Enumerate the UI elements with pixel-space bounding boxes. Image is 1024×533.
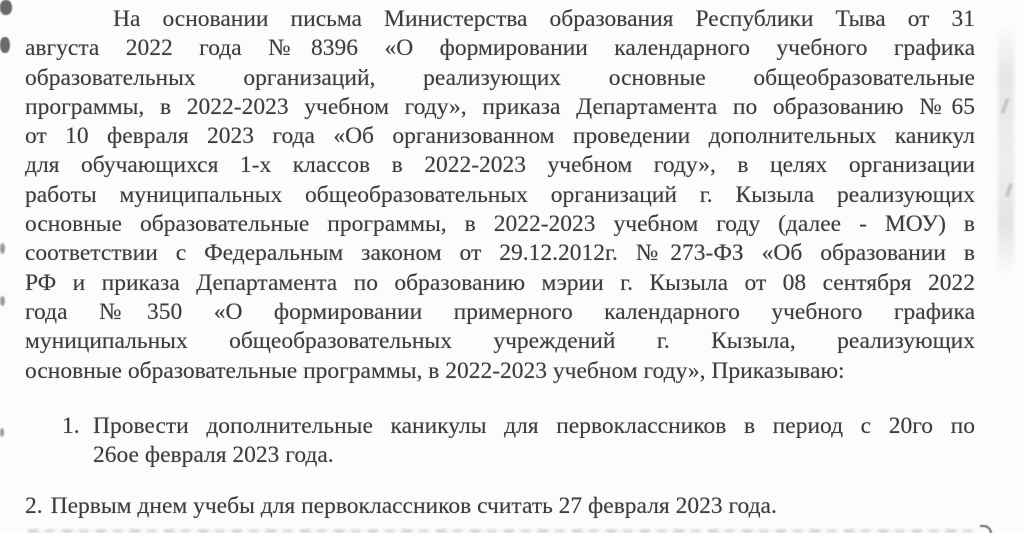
scan-artifact — [998, 25, 1014, 275]
preamble-line: РФ и приказа Департамента по образованию мэрии г. Кызыла от 08 сентября 2022 — [25, 269, 975, 296]
preamble-line: На основании письма Министерства образования Республики Тыва от 31 — [113, 6, 975, 32]
list-item-2-text: Первым днем учебы для первоклассников считать 27 февраля 2023 года. — [50, 493, 777, 520]
preamble-line: соответствии с Федеральным законом от 29.12.2012г. №273-ФЗ «Об образовании в — [25, 240, 975, 267]
scan-artifact — [1000, 98, 1009, 114]
list-item-1-text — [93, 412, 975, 471]
cutoff-text-mark — [980, 525, 992, 533]
scan-artifact — [1005, 183, 1014, 198]
cutoff-text-line — [28, 529, 978, 533]
preamble-line: года №350 «О формировании примерного календарного учебного графика — [25, 298, 975, 325]
preamble-line: от 10 февраля 2023 года «Об организованном проведении дополнительных каникул — [25, 123, 975, 150]
preamble-line: муниципальных общеобразовательных учреждений г. Кызыла, реализующих — [25, 328, 975, 355]
list-item-1-line: Провести дополнительные каникулы для первоклассников в период с 20го по — [93, 412, 975, 439]
scan-artifact — [0, 37, 10, 53]
preamble-line: программы, в 2022-2023 учебном году», приказа Департамента по образованию №65 — [25, 93, 975, 120]
preamble-line: основные образовательные программы, в 2022-2023 учебном году», Приказываю: — [25, 357, 845, 384]
list-item-1 — [62, 412, 975, 471]
scan-artifact — [0, 428, 4, 437]
preamble-line: работы муниципальных общеобразовательных организаций г. Кызыла реализующих — [25, 181, 975, 208]
order-preamble — [25, 5, 975, 386]
list-item-2-number: 2. — [25, 493, 43, 520]
preamble-line: августа 2022 года №8396 «О формировании календарного учебного графика — [25, 35, 975, 62]
list-item-2 — [25, 492, 975, 521]
document-content — [25, 5, 975, 522]
list-item-1-number: 1. — [62, 412, 80, 439]
preamble-line: основные образовательные программы, в 2022-2023 учебном году (далее - МОУ) в — [25, 211, 975, 238]
preamble-line: образовательных организаций, реализующих основные общеобразовательные — [25, 64, 975, 91]
scan-artifact — [0, 0, 12, 15]
scan-artifact — [0, 243, 5, 254]
scan-artifact — [0, 296, 5, 306]
list-item-1-line: 26ое февраля 2023 года. — [93, 442, 334, 469]
preamble-line: для обучающихся 1-х классов в 2022-2023 учебном году», в целях организации — [25, 152, 975, 179]
